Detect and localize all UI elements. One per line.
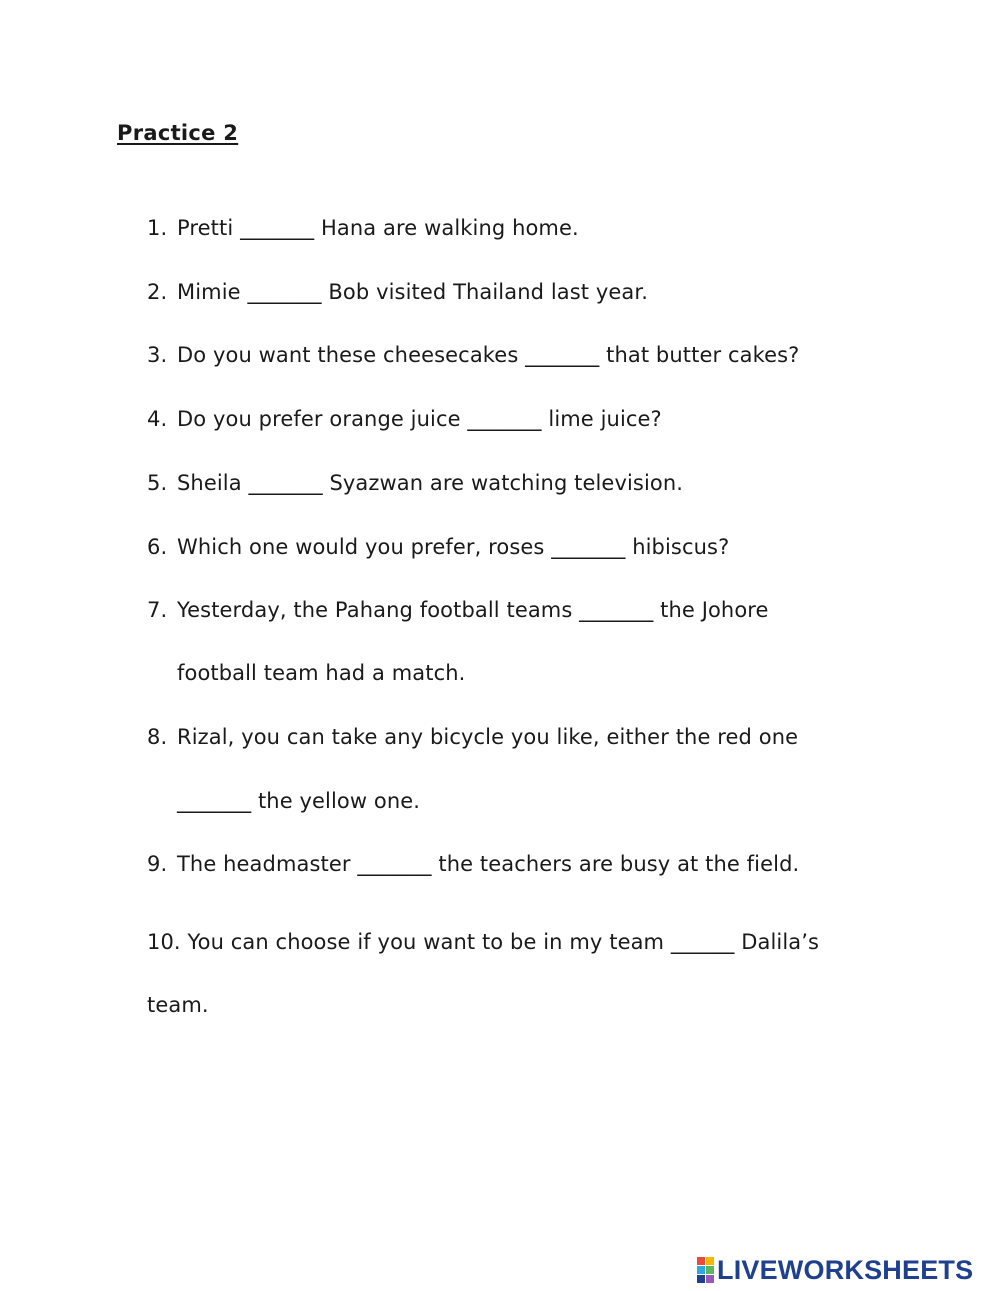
question-8-continuation: _______ the yellow one. (177, 789, 421, 813)
question-number: 5. (147, 471, 168, 495)
question-4 (147, 407, 662, 431)
question-2 (147, 280, 648, 304)
question-3 (147, 343, 799, 367)
question-5 (147, 471, 683, 495)
question-8 (147, 725, 798, 749)
question-text: Do you want these cheesecakes _______ that butter cakes? (177, 343, 800, 367)
question-number: 6. (147, 535, 168, 559)
question-number: 1. (147, 216, 168, 240)
question-7 (147, 598, 769, 622)
logo-text: LIVEWORKSHEETS (717, 1254, 974, 1285)
question-text: Rizal, you can take any bicycle you like, either the red one (177, 725, 799, 749)
question-1 (147, 216, 579, 240)
liveworksheets-logo (697, 1254, 973, 1286)
question-number: 9. (147, 852, 168, 876)
question-number: 8. (147, 725, 168, 749)
question-number: 7. (147, 598, 168, 622)
question-text: Mimie _______ Bob visited Thailand last year. (177, 280, 648, 304)
question-number: 4. (147, 407, 168, 431)
question-text: Pretti _______ Hana are walking home. (177, 216, 579, 240)
question-10 (147, 930, 819, 954)
question-number: 2. (147, 280, 168, 304)
logo-mark-icon (697, 1257, 714, 1283)
question-10-continuation: team. (147, 993, 209, 1017)
question-text: Yesterday, the Pahang football teams _______ the Johore (177, 598, 769, 622)
question-6 (147, 535, 729, 559)
question-text: The headmaster _______ the teachers are busy at the field. (177, 852, 800, 876)
question-number: 10. (147, 930, 181, 954)
question-text: Which one would you prefer, roses _______ hibiscus? (177, 535, 730, 559)
worksheet-title: Practice 2 (117, 121, 239, 145)
question-text: Do you prefer orange juice _______ lime juice? (177, 407, 662, 431)
question-number: 3. (147, 343, 168, 367)
question-text: You can choose if you want to be in my team ______ Dalila’s (187, 930, 820, 954)
question-7-continuation: football team had a match. (177, 661, 466, 685)
question-text: Sheila _______ Syazwan are watching television. (177, 471, 684, 495)
question-9 (147, 852, 799, 876)
